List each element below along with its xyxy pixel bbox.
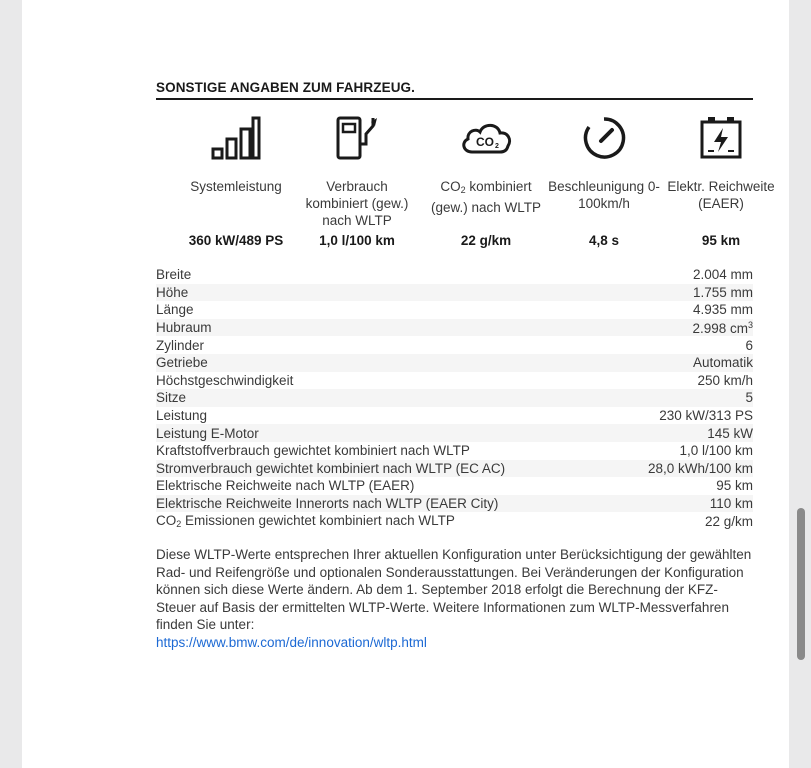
kpi-value: 1,0 l/100 km: [319, 233, 395, 248]
kpi-label: Verbrauch kombiniert (gew.) nach WLTP: [305, 179, 409, 228]
kpi-value: 95 km: [701, 233, 741, 248]
table-row: [156, 319, 753, 337]
kpi-label: Systemleistung: [190, 179, 282, 194]
spec-label: Höhe: [156, 284, 189, 300]
spec-label: Zylinder: [156, 337, 205, 353]
table-row: [156, 266, 753, 284]
table-row: [156, 477, 753, 495]
spec-value: 95 km: [716, 478, 753, 494]
kpi-co2: [427, 112, 545, 248]
document-page: [22, 0, 789, 768]
spec-label: Sitze: [156, 390, 187, 406]
spec-value: 1,0 l/100 km: [679, 443, 753, 459]
table-row: [156, 354, 753, 372]
spec-label: Länge: [156, 302, 194, 318]
kpi-value: 360 kW/489 PS: [188, 233, 284, 248]
spec-value: 110 km: [709, 496, 753, 512]
spec-value: 5: [745, 390, 753, 406]
spec-label: Stromverbrauch gewichtet kombiniert nach WLTP (EC AC): [156, 460, 506, 476]
power-bars-icon: [177, 112, 295, 164]
kpi-value: 22 g/km: [460, 233, 512, 248]
spec-value: 145 kW: [707, 425, 753, 441]
speedometer-icon: [545, 112, 663, 164]
table-row: [156, 336, 753, 354]
spec-value: 1.755 mm: [692, 284, 753, 300]
co2-cloud-icon: [427, 112, 545, 164]
table-row: [156, 372, 753, 390]
kpi-label: Elektr. Reichweite (EAER): [667, 179, 775, 211]
table-row: [156, 460, 753, 478]
table-row: [156, 495, 753, 513]
spec-value: 22 g/km: [704, 513, 753, 529]
spec-label: Getriebe: [156, 355, 208, 371]
spec-label: Elektrische Reichweite Innerorts nach WLTP (EAER City): [156, 496, 499, 512]
table-row: [156, 512, 753, 530]
wltp-note: [156, 546, 753, 652]
table-row: [156, 424, 753, 442]
spec-value: 4.935 mm: [692, 302, 753, 318]
spec-value: 2.004 mm: [692, 267, 753, 283]
spec-label: Leistung E-Motor: [156, 425, 259, 441]
section-title: SONSTIGE ANGABEN ZUM FAHRZEUG.: [156, 80, 753, 100]
kpi-system-power: [177, 112, 295, 248]
kpi-electric-range: [662, 112, 780, 248]
spec-value: 230 kW/313 PS: [659, 408, 753, 424]
spec-label: Hubraum: [156, 320, 212, 336]
kpi-label: $CO_2$ kombiniert (gew.) nach WLTP: [430, 179, 542, 215]
scrollbar[interactable]: [797, 508, 805, 660]
svg-text:2: 2: [495, 143, 499, 150]
spec-value: 6: [745, 337, 753, 353]
kpi-value: 4,8 s: [588, 233, 620, 248]
spec-value: Automatik: [692, 355, 753, 371]
spec-label: Leistung: [156, 408, 208, 424]
spec-table: [156, 266, 753, 530]
spec-value: 2.998 $cm^3$: [692, 319, 753, 336]
table-row: [156, 301, 753, 319]
kpi-acceleration: [545, 112, 663, 248]
kpi-consumption: [298, 112, 416, 248]
note-text: Diese WLTP-Werte entsprechen Ihrer aktuellen Konfiguration unter Berücksichtigung der gewählten Rad- und Reifengröße und optionalen Sonderausstattungen. Bei Veränderungen der Konfiguration können sich diese Werte ändern. Ab dem 1. September 2018 erfolgt die Berechnung der KFZ-Steuer auf Basis der ermittelten WLTP-Werte. Weitere Informationen zum WLTP-Messverfahren finden Sie unter:: [156, 547, 752, 633]
battery-charge-icon: [662, 112, 780, 164]
fuel-pump-icon: [298, 112, 416, 164]
svg-text:CO: CO: [476, 135, 494, 149]
spec-label: Höchstgeschwindigkeit: [156, 372, 294, 388]
spec-value: 250 km/h: [697, 372, 753, 388]
spec-value: 28,0 kWh/100 km: [647, 460, 753, 476]
table-row: [156, 284, 753, 302]
spec-label: Breite: [156, 267, 192, 283]
spec-label: Elektrische Reichweite nach WLTP (EAER): [156, 478, 415, 494]
table-row: [156, 407, 753, 425]
kpi-label: Beschleunigung 0-100km/h: [548, 179, 660, 211]
table-row: [156, 442, 753, 460]
wltp-info-link[interactable]: https://www.bmw.com/de/innovation/wltp.html: [156, 634, 427, 650]
spec-label: Kraftstoffverbrauch gewichtet kombiniert nach WLTP: [156, 443, 470, 459]
spec-label: $CO_2$ Emissionen gewichtet kombiniert nach WLTP: [156, 513, 455, 530]
table-row: [156, 389, 753, 407]
kpi-row: [156, 112, 775, 262]
